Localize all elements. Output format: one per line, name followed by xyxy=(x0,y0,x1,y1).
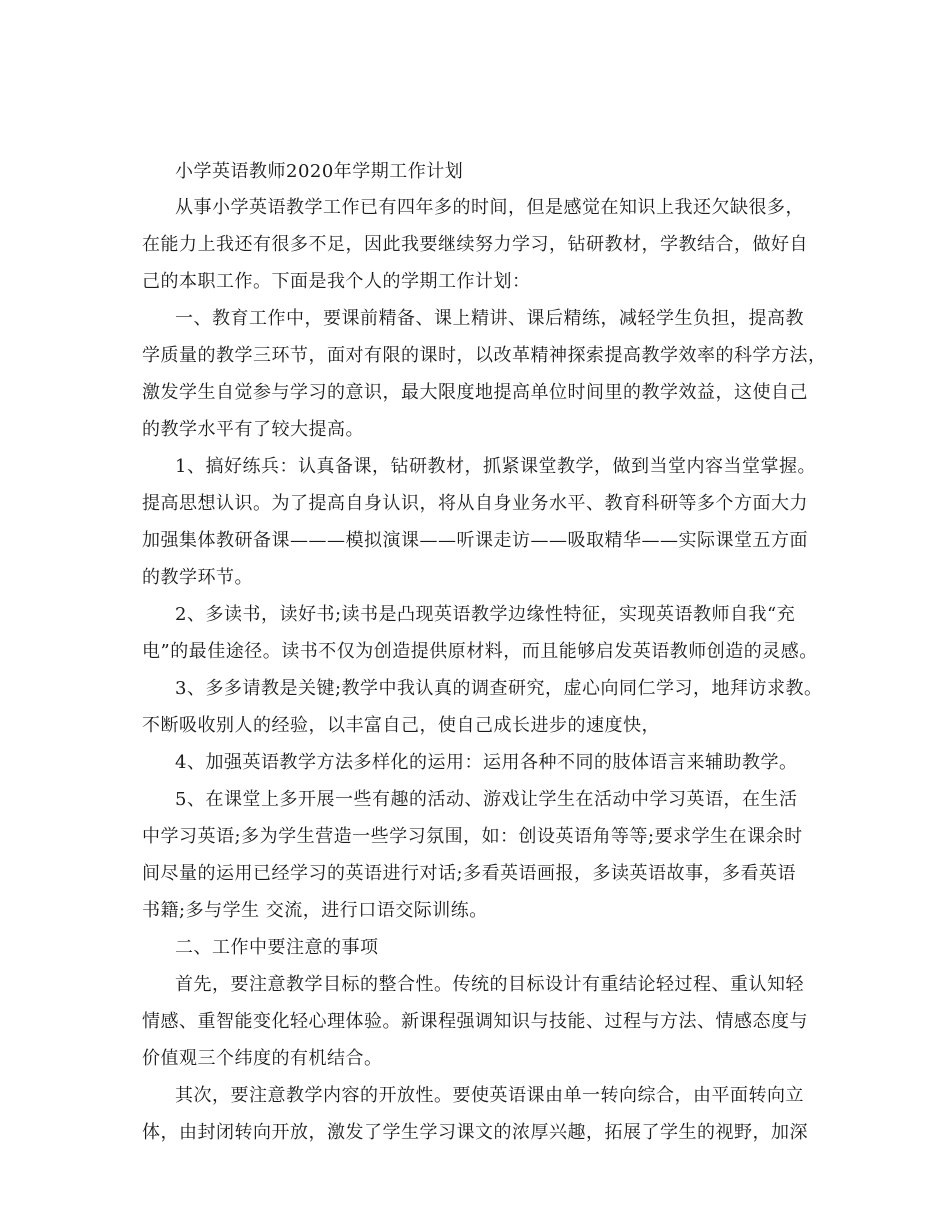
paragraph-line: 3、多多请教是关键;教学中我认真的调查研究，虚心向同仁学习，地拜访求教。 xyxy=(175,678,823,699)
paragraph-line: 情感、重智能变化轻心理体验。新课程强调知识与技能、过程与方法、情感态度与 xyxy=(142,1011,808,1032)
paragraph-line: 电”的最佳途径。读书不仅为创造提供原材料，而且能够启发英语教师创造的灵感。 xyxy=(142,641,818,662)
paragraph-line: 间尽量的运用已经学习的英语进行对话;多看英语画报，多读英语故事，多看英语 xyxy=(142,863,797,884)
paragraph-line: 体，由封闭转向开放，激发了学生学习课文的浓厚兴趣，拓展了学生的视野，加深 xyxy=(142,1122,808,1143)
paragraph-line: 不断吸收别人的经验，以丰富自己，使自己成长进步的速度快， xyxy=(142,715,660,736)
paragraph-line: 1、搞好练兵：认真备课，钻研教材，抓紧课堂教学，做到当堂内容当堂掌握。 xyxy=(175,456,816,477)
paragraph-line: 5、在课堂上多开展一些有趣的活动、游戏让学生在活动中学习英语，在生活 xyxy=(175,789,798,810)
paragraph-line: 从事小学英语教学工作已有四年多的时间，但是感觉在知识上我还欠缺很多， xyxy=(175,197,804,218)
section-heading: 二、工作中要注意的事项 xyxy=(175,937,379,958)
paragraph-line: 学质量的教学三环节，面对有限的课时，以改革精神探索提高教学效率的科学方法， xyxy=(142,345,827,366)
paragraph-line: 2、多读书，读好书;读书是凸现英语教学边缘性特征，实现英语教师自我“充 xyxy=(175,604,796,625)
paragraph-line: 的教学水平有了较大提高。 xyxy=(142,419,364,440)
paragraph-line: 己的本职工作。下面是我个人的学期工作计划： xyxy=(142,271,531,292)
paragraph-line: 其次，要注意教学内容的开放性。要使英语课由单一转向综合，由平面转向立 xyxy=(175,1085,804,1106)
paragraph-line: 激发学生自觉参与学习的意识，最大限度地提高单位时间里的教学效益，这使自己 xyxy=(142,382,808,403)
paragraph-line: 一、教育工作中，要课前精备、课上精讲、课后精练，减轻学生负担，提高教 xyxy=(175,308,804,329)
paragraph-line: 中学习英语;多为学生营造一些学习氛围，如：创设英语角等等;要求学生在课余时 xyxy=(142,826,803,847)
paragraph-line: 的教学环节。 xyxy=(142,567,253,588)
paragraph-line: 4、加强英语教学方法多样化的运用：运用各种不同的肢体语言来辅助教学。 xyxy=(175,752,798,773)
paragraph-line: 加强集体教研备课———模拟演课——听课走访——吸取精华——实际课堂五方面 xyxy=(142,530,808,551)
paragraph-line: 首先，要注意教学目标的整合性。传统的目标设计有重结论轻过程、重认知轻 xyxy=(175,974,804,995)
paragraph-line: 在能力上我还有很多不足，因此我要继续努力学习，钻研教材，学教结合，做好自 xyxy=(142,234,808,255)
paragraph-line: 价值观三个纬度的有机结合。 xyxy=(142,1048,383,1069)
document-title: 小学英语教师2020年学期工作计划 xyxy=(175,161,464,182)
paragraph-line: 书籍;多与学生 交流，进行口语交际训练。 xyxy=(142,900,488,921)
paragraph-line: 提高思想认识。为了提高自身认识，将从自身业务水平、教育科研等多个方面大力 xyxy=(142,493,808,514)
